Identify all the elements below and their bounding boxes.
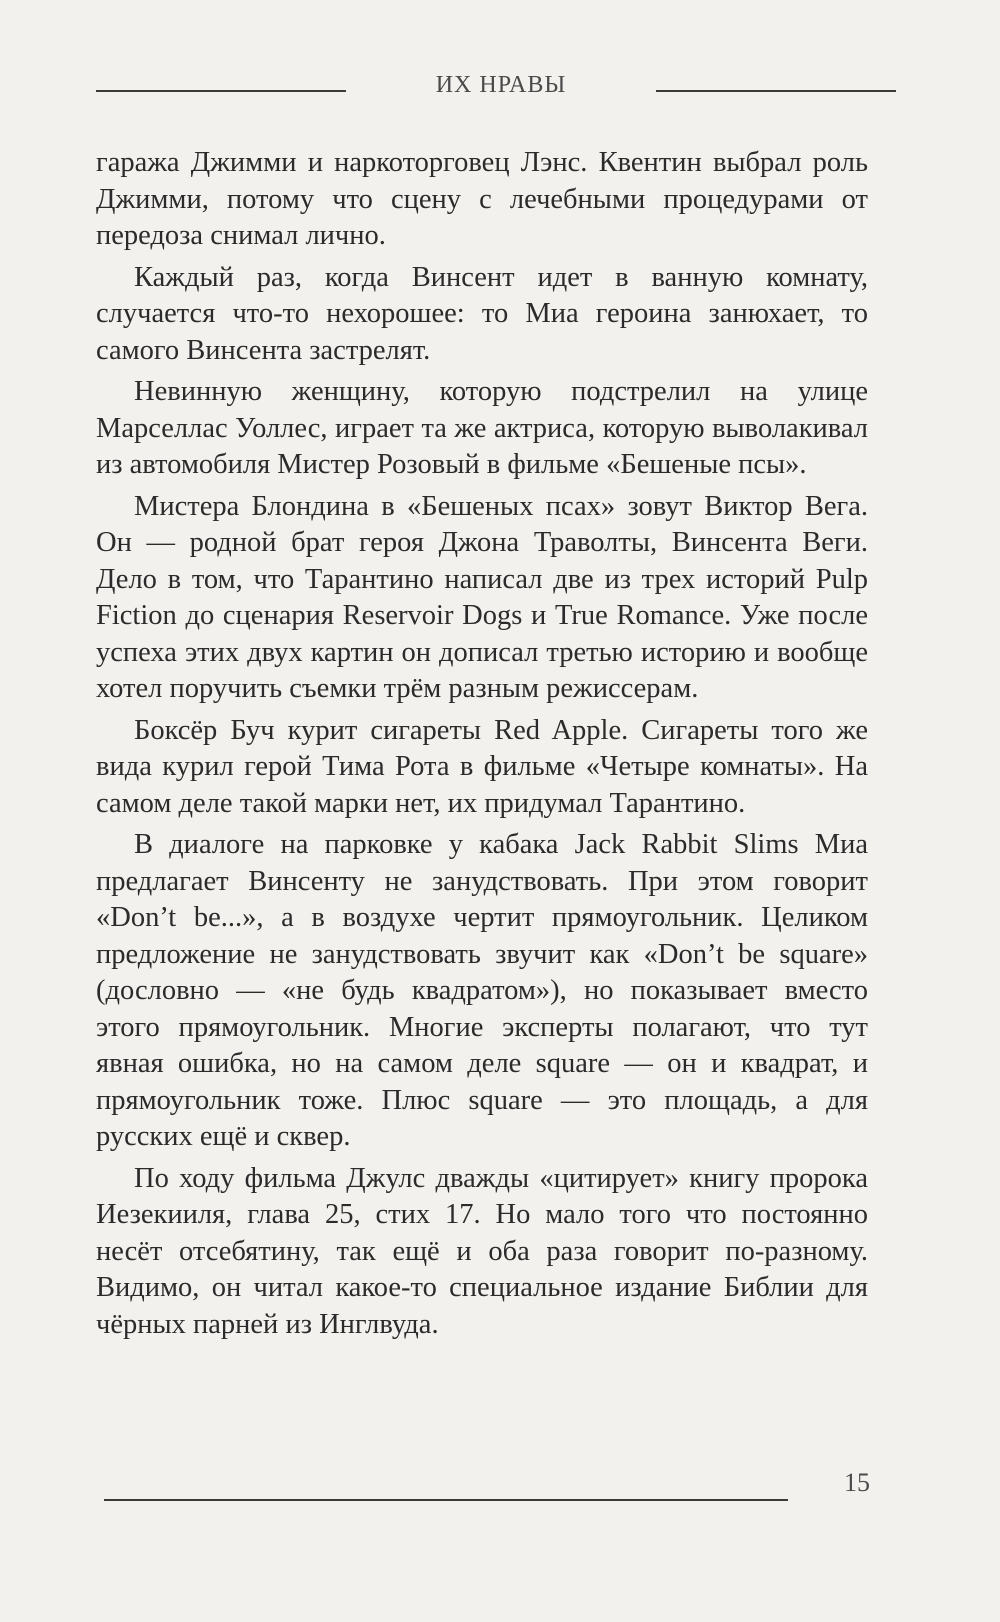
header-rule-left xyxy=(96,90,346,92)
body-text xyxy=(96,145,868,1348)
page-number: 15 xyxy=(844,1468,870,1497)
paragraph: Каждый раз, когда Винсент идет в ванную комнату, случается что-то нехорошее: то Миа героина занюхает, то самого Винсента застрелят. xyxy=(96,261,868,366)
header-rule-right xyxy=(656,90,896,92)
running-header xyxy=(96,70,896,110)
footer-rule xyxy=(104,1499,788,1501)
paragraph: Мистера Блондина в «Бешеных псах» зовут Виктор Вега. Он — родной брат героя Джона Траволты, Винсента Веги. Дело в том, что Тарантино написал две из трех историй Pulp Fiction до сценария Reservoir Dogs и True Romance. Уже после успеха этих двух картин он дописал третью историю и вообще хотел поручить съемки трём разным режиссерам. xyxy=(96,490,868,704)
paragraph: гаража Джимми и наркоторговец Лэнс. Квентин выбрал роль Джимми, потому что сцену с лечебными процедурами от передоза снимал лично. xyxy=(96,147,868,251)
page-footer xyxy=(104,1468,870,1508)
running-title: ИХ НРАВЫ xyxy=(435,72,567,98)
paragraph: В диалоге на парковке у кабака Jack Rabbit Slims Миа предлагает Винсенту не занудствовать. При этом говорит «Don’t be...», а в воздухе чертит прямоугольник. Целиком предложение не занудствовать звучит как «Don’t be square» (дословно — «не будь квадратом»), но показывает вместо этого прямоугольник. Многие эксперты полагают, что тут явная ошибка, но на самом деле square — он и квадрат, и прямоугольник тоже. Плюс square — это площадь, а для русских ещё и сквер. xyxy=(96,829,868,1152)
paragraph: Боксёр Буч курит сигареты Red Apple. Сигареты того же вида курил герой Тима Рота в фильме «Четыре комнаты». На самом деле такой марки нет, их придумал Тарантино. xyxy=(96,714,868,819)
paragraph: По ходу фильма Джулс дважды «цитирует» книгу пророка Иезекииля, глава 25, стих 17. Но мало того что постоянно несёт отсебятину, так ещё и оба раза говорит по-разному. Видимо, он читал какое-то специальное издание Библии для чёрных парней из Инглвуда. xyxy=(96,1162,868,1340)
paragraph: Невинную женщину, которую подстрелил на улице Марселлас Уоллес, играет та же актриса, которую выволакивал из автомобиля Мистер Розовый в фильме «Бешеные псы». xyxy=(96,376,868,480)
